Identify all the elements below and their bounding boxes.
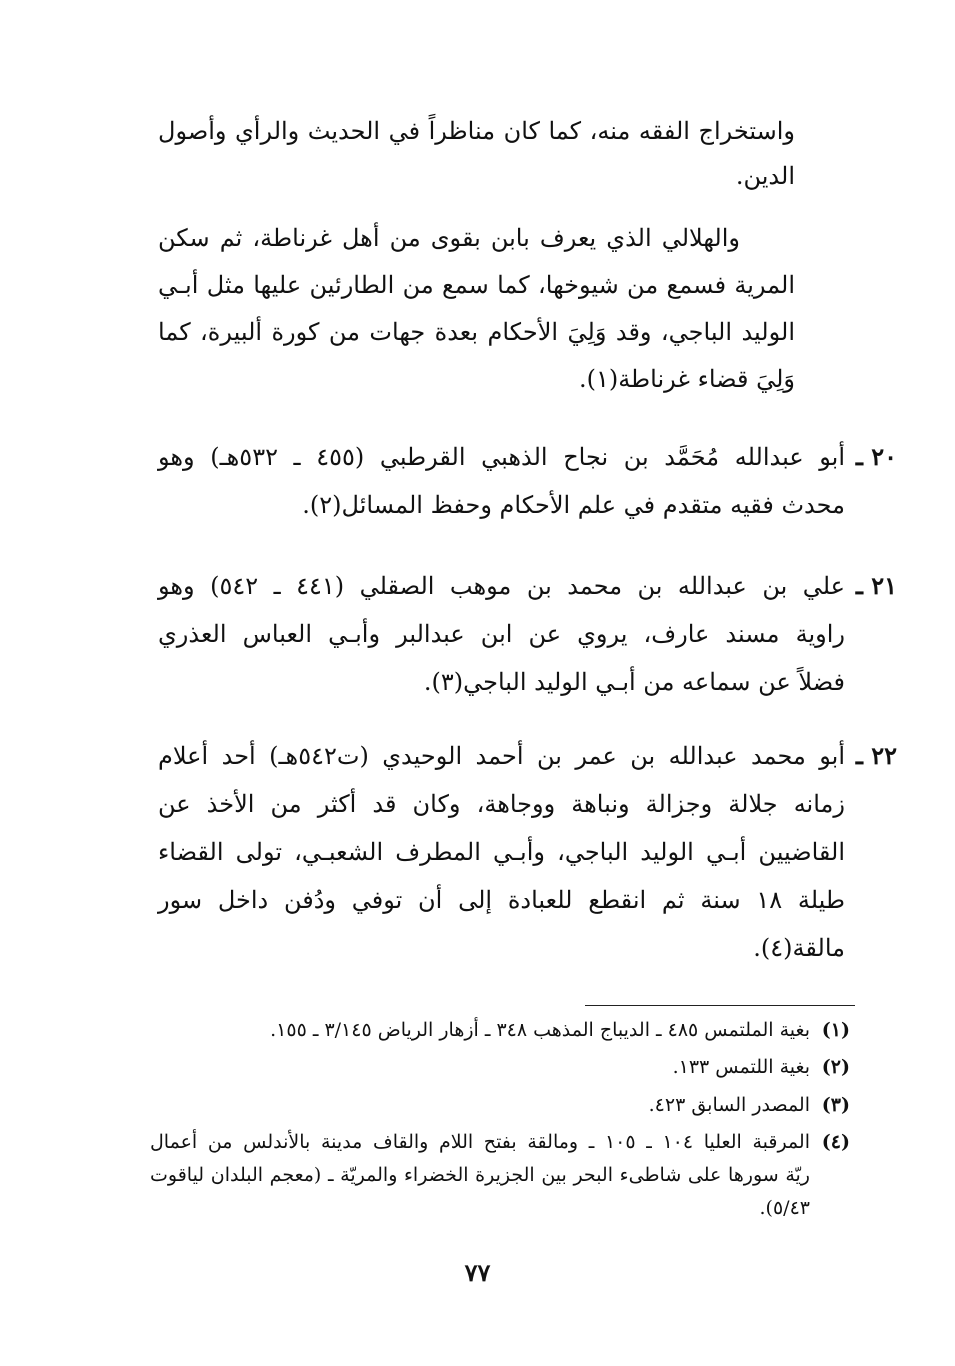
footnote-number: (١) <box>821 1019 850 1041</box>
entry-number: ٢٠ ـ <box>855 442 897 471</box>
footnote-text: ريّة سورها على شاطىء البحر بين الجزيرة الخضراء والمريّة ـ (معجم البلدان لياقوت <box>150 1164 810 1186</box>
footnote-text: بغية اللتمس ١٣٣. <box>672 1056 810 1078</box>
text-line: واستخراج الفقه منه، كما كان مناظراً في الحديث والرأي وأصول <box>158 117 795 145</box>
biography-entry-20 <box>158 439 897 529</box>
footnote-number: (٤) <box>821 1131 850 1153</box>
footnote-text: المصدر السابق ٤٢٣. <box>648 1094 810 1116</box>
text-line: الدين. <box>735 162 795 190</box>
page-number: ٧٧ <box>464 1258 491 1287</box>
footnote-text: بغية الملتمس ٤٨٥ ـ الديباج المذهب ٣٤٨ ـ أزهار الرياض ٣/١٤٥ ـ ١٥٥. <box>270 1019 810 1041</box>
text-line: أبو عبدالله مُحَمَّد بن نجاح الذهبي القرطبي (٤٥٥ ـ ٥٣٢هـ) وهو <box>158 443 845 471</box>
intro-paragraph <box>158 113 795 203</box>
footnote-separator <box>585 1005 855 1006</box>
footnote-1 <box>150 1015 850 1047</box>
text-line: الوليد الباجي، وقد وَلِيَ الأحكام بعدة جهات من كورة ألبيرة، كما <box>158 318 795 346</box>
footnote-2 <box>150 1052 850 1084</box>
footnote-3 <box>150 1090 850 1122</box>
footnote-text: المرقبة العليا ١٠٤ ـ ١٠٥ ـ ومالقة بفتح اللام والقاف مدينة بالأندلس من أعمال <box>150 1131 810 1153</box>
footnote-number: (٢) <box>821 1056 850 1078</box>
footnote-4 <box>150 1127 850 1227</box>
text-line: علي بن عبدالله بن محمد بن موهب الصقلي (٤٤١ ـ ٥٤٢) وهو <box>158 572 845 600</box>
footnote-text: ٥/٤٣). <box>759 1197 810 1219</box>
entry-number: ٢١ ـ <box>855 571 897 600</box>
text-line: والهلالي الذي يعرف بابن بقوى من أهل غرناطة، ثم سكن <box>158 224 740 252</box>
text-line: راوية مسند عارف، يروي عن ابن عبدالبر وأبـي العباس العذري <box>158 620 845 648</box>
text-line: المرية فسمع من شيوخها، كما سمع من الطارئين عليها مثل أبـي <box>158 271 795 299</box>
footnote-number: (٣) <box>821 1094 850 1116</box>
text-line: زمانه جلالة وجزالة ونباهة ووجاهة، وكان قد أكثر من الأخذ عن <box>158 790 845 818</box>
text-line: مالقة(٤). <box>753 934 845 962</box>
biography-entry-21 <box>158 568 897 708</box>
text-line: محدث فقيه متقدم في علم الأحكام وحفظ المسائل(٢). <box>302 491 845 519</box>
text-line: فضلاً عن سماعه من أبـي الوليد الباجي(٣). <box>423 668 845 696</box>
text-line: طيلة ١٨ سنة ثم انقطع للعبادة إلى أن توفي ودُفن داخل سور <box>158 886 846 914</box>
text-line: وَلِيَ قضاء غرناطة(١). <box>578 365 795 393</box>
entry-number: ٢٢ ـ <box>855 741 897 770</box>
body-paragraph <box>158 220 795 400</box>
text-line: القاضيين أبـي الوليد الباجي، وأبـي المطرف الشعبـي، تولى القضاء <box>158 838 845 866</box>
biography-entry-22 <box>158 738 897 978</box>
text-line: أبو محمد عبدالله بن عمر بن أحمد الوحيدي (ت٥٤٢هـ) أحد أعلام <box>158 742 845 770</box>
